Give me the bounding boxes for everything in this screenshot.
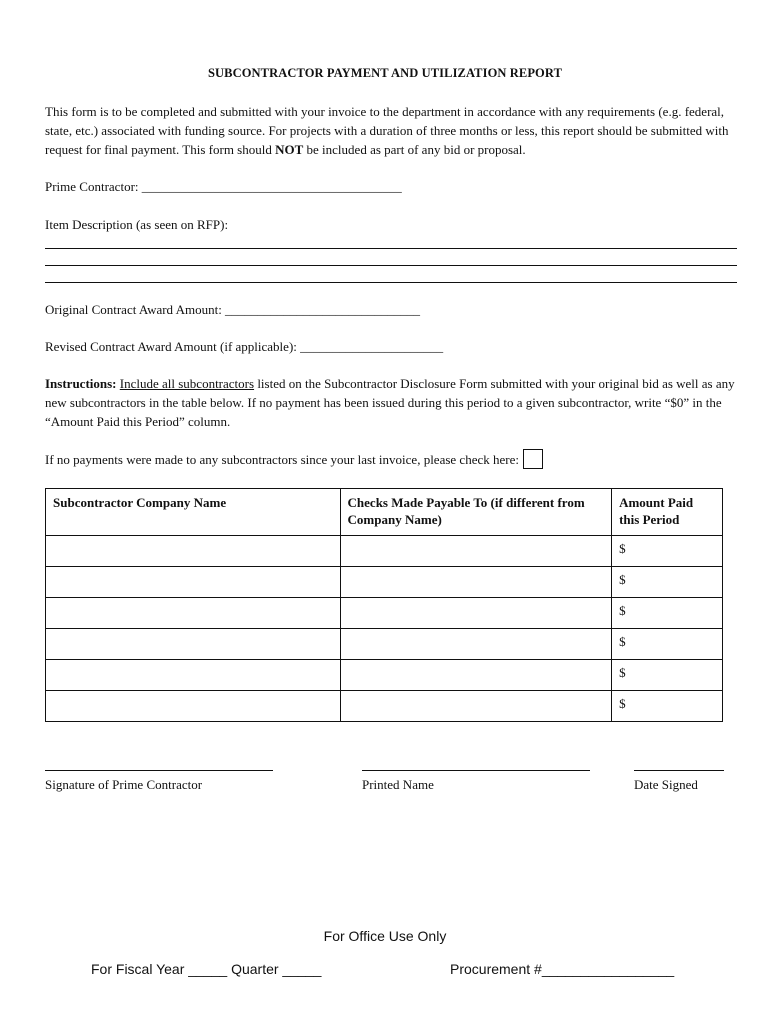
header-amount-paid: Amount Paid this Period: [612, 489, 723, 536]
table-row: [46, 567, 723, 598]
office-use-heading: For Office Use Only: [323, 928, 447, 944]
table-header-row: [46, 489, 723, 536]
checks-payable-cell[interactable]: [340, 567, 612, 598]
company-name-cell[interactable]: [46, 567, 341, 598]
checks-payable-cell[interactable]: [340, 629, 612, 660]
fiscal-year-field[interactable]: For Fiscal Year _____ Quarter _____: [91, 961, 322, 977]
signature-label: Signature of Prime Contractor: [45, 777, 203, 792]
instructions-text: listed on the Subcontractor Disclosure Form submitted with your original bid as well as any new subcontractors in the table below. If no payment has been issued during this period to a given subcontractor, write “$0” in the “Amount Paid this Period” column.: [45, 376, 735, 429]
date-signed-label: Date Signed: [634, 777, 698, 792]
checks-payable-cell[interactable]: [340, 660, 612, 691]
prime-contractor-field[interactable]: Prime Contractor: ________________________________________: [45, 179, 402, 194]
item-description-line[interactable]: [45, 270, 737, 283]
printed-name-label: Printed Name: [362, 777, 434, 792]
form-title: SUBCONTRACTOR PAYMENT AND UTILIZATION REPORT: [207, 66, 563, 80]
no-payments-row: [45, 450, 543, 471]
procurement-field[interactable]: Procurement #_________________: [450, 961, 675, 977]
printed-name-line[interactable]: [362, 756, 590, 771]
amount-paid-cell[interactable]: $: [612, 536, 723, 567]
intro-text-1: This form is to be completed and submitted with your invoice to the department in accordance with any requirements (e.g. federal, state, etc.) associated with funding source. For projects with a duration of three months or less, this report should be submitted with request for final payment. This form should: [45, 104, 729, 157]
signature-block: [45, 756, 273, 793]
company-name-cell[interactable]: [46, 629, 341, 660]
intro-text-2: be included as part of any bid or proposal.: [303, 142, 526, 157]
original-award-field[interactable]: Original Contract Award Amount: ______________________________: [45, 302, 421, 317]
checks-payable-cell[interactable]: [340, 691, 612, 722]
date-signed-block: [634, 756, 724, 793]
no-payments-text: If no payments were made to any subcontractors since your last invoice, please check here:: [45, 452, 519, 467]
instructions-label: Instructions:: [45, 376, 117, 391]
company-name-cell[interactable]: [46, 660, 341, 691]
header-checks-payable: Checks Made Payable To (if different from Company Name): [340, 489, 612, 536]
company-name-cell[interactable]: [46, 598, 341, 629]
amount-paid-cell[interactable]: $: [612, 567, 723, 598]
table-row: [46, 598, 723, 629]
company-name-cell[interactable]: [46, 536, 341, 567]
table-row: [46, 629, 723, 660]
amount-paid-cell[interactable]: $: [612, 629, 723, 660]
table-row: [46, 691, 723, 722]
company-name-cell[interactable]: [46, 691, 341, 722]
printed-name-block: [362, 756, 590, 793]
date-signed-line[interactable]: [634, 756, 724, 771]
signature-line[interactable]: [45, 756, 273, 771]
item-description-lines[interactable]: [45, 236, 737, 287]
item-description-label: Item Description (as seen on RFP):: [45, 217, 229, 232]
header-company-name: Subcontractor Company Name: [46, 489, 341, 536]
table-row: [46, 536, 723, 567]
amount-paid-cell[interactable]: $: [612, 691, 723, 722]
intro-bold-not: NOT: [275, 142, 304, 157]
amount-paid-cell[interactable]: $: [612, 660, 723, 691]
checks-payable-cell[interactable]: [340, 598, 612, 629]
checks-payable-cell[interactable]: [340, 536, 612, 567]
item-description-line[interactable]: [45, 253, 737, 266]
revised-award-field[interactable]: Revised Contract Award Amount (if applicable): ______________________: [45, 339, 444, 354]
item-description-line[interactable]: [45, 236, 737, 249]
no-payments-checkbox[interactable]: [523, 449, 543, 469]
intro-paragraph: [45, 102, 735, 159]
subcontractor-table: [45, 488, 723, 722]
instructions-underlined: Include all subcontractors: [119, 376, 255, 391]
amount-paid-cell[interactable]: $: [612, 598, 723, 629]
instructions-paragraph: [45, 374, 735, 431]
table-row: [46, 660, 723, 691]
